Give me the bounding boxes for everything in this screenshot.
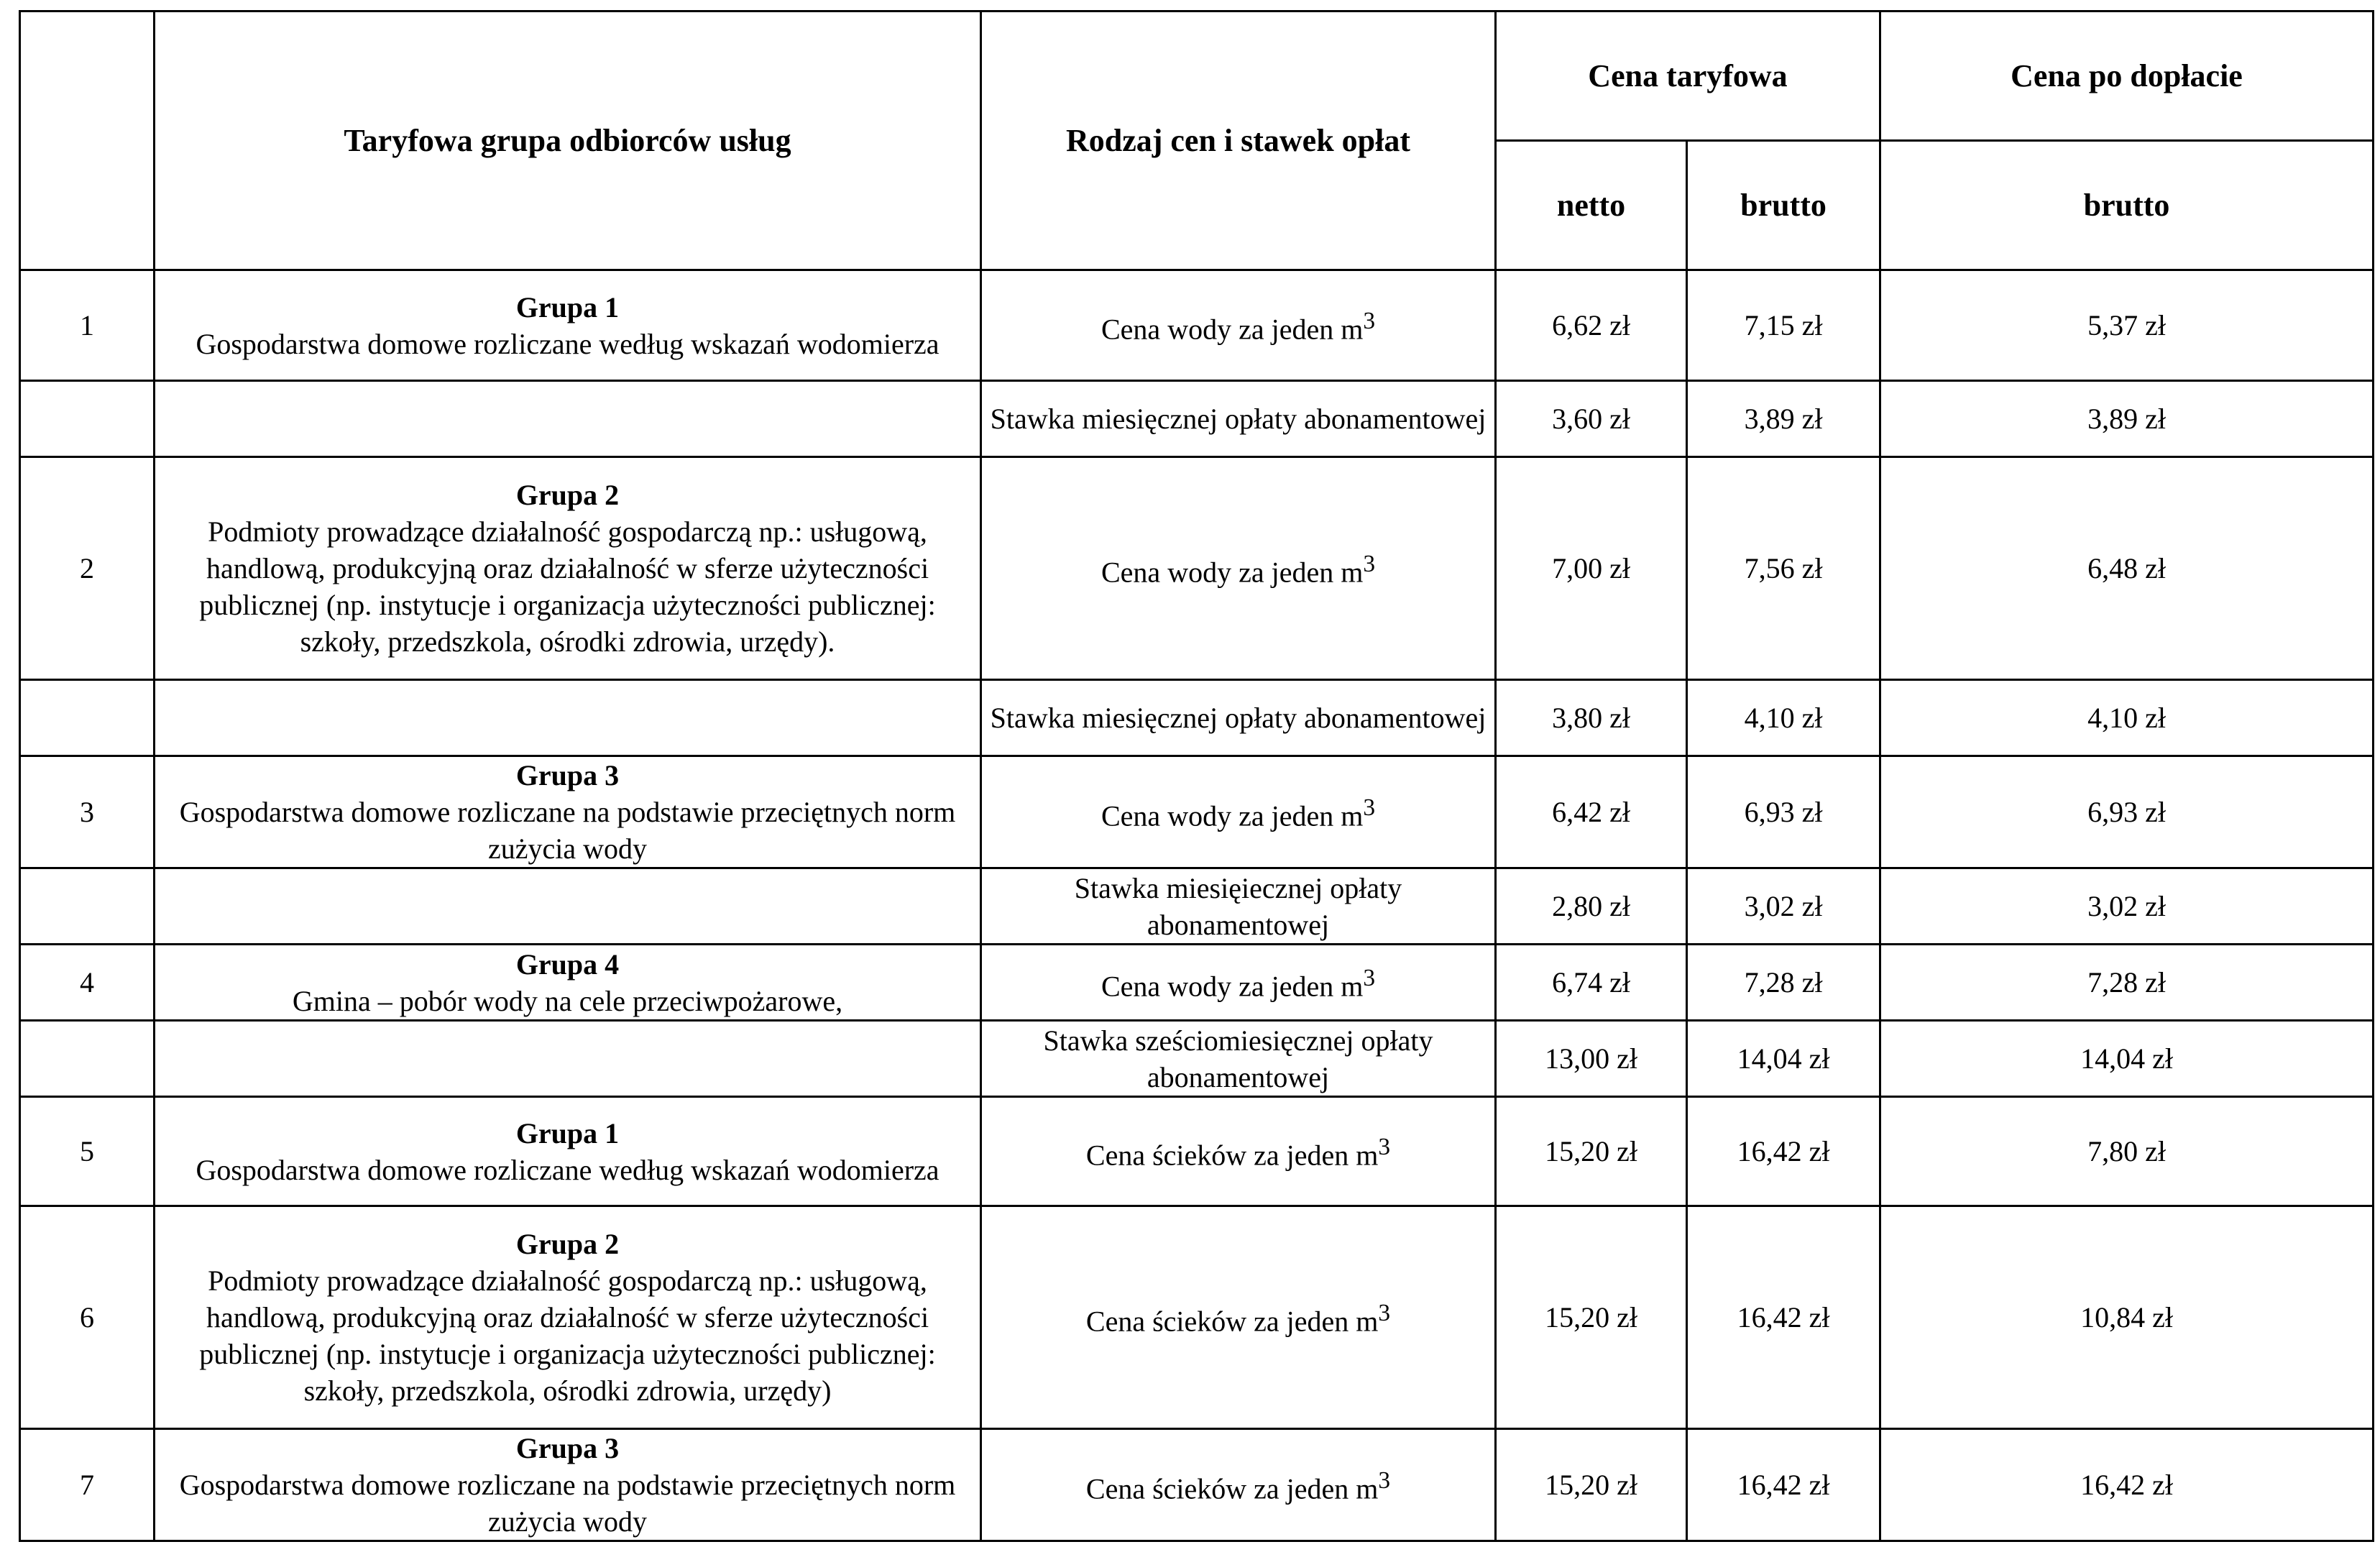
unit-superscript: 3 [1363,794,1375,822]
table-row [20,1206,2374,1429]
netto-price-cell: 15,20 zł [1496,1429,1687,1541]
table-row [20,945,2374,1021]
row-number [20,381,155,457]
subsidized-brutto-price-cell: 4,10 zł [1880,680,2374,756]
subsidized-brutto-price-cell: 10,84 zł [1880,1206,2374,1429]
price-type-cell [981,1021,1496,1097]
price-type-cell [981,457,1496,680]
price-type-cell [981,756,1496,868]
group-name: Grupa 4 [515,947,620,981]
table-row [20,1097,2374,1206]
group-name: Grupa 1 [515,1116,620,1149]
price-type-cell [981,868,1496,945]
row-number: 1 [20,270,155,381]
price-type-label: Cena ścieków za jeden m [1085,1305,1379,1338]
netto-price-cell: 6,62 zł [1496,270,1687,381]
row-number: 6 [20,1206,155,1429]
subsidized-brutto-price-cell: 3,02 zł [1880,868,2374,945]
row-number: 7 [20,1429,155,1541]
group-name: Grupa 2 [515,1228,620,1260]
group-cell [155,1021,981,1097]
price-type-label: Cena wody za jeden m [1101,556,1364,589]
brutto-price-cell: 16,42 zł [1687,1097,1880,1206]
group-cell [155,457,981,680]
unit-superscript: 3 [1378,1134,1391,1161]
brutto-price-cell: 7,28 zł [1687,945,1880,1021]
table-row [20,270,2374,381]
brutto-price-cell: 16,42 zł [1687,1206,1880,1429]
price-type-cell [981,270,1496,381]
subsidized-brutto-price-cell: 7,28 zł [1880,945,2374,1021]
price-type-cell [981,1206,1496,1429]
group-name: Grupa 3 [515,1432,620,1464]
group-name: Grupa 3 [515,759,620,791]
group-description: Gospodarstwa domowe rozliczane według wskazań wodomierza [196,327,939,360]
unit-superscript: 3 [1363,308,1375,335]
netto-price-cell: 2,80 zł [1496,868,1687,945]
netto-price-cell: 3,80 zł [1496,680,1687,756]
brutto-price-cell: 7,15 zł [1687,270,1880,381]
table-row [20,680,2374,756]
table-row [20,1429,2374,1541]
netto-price-cell: 7,00 zł [1496,457,1687,680]
unit-superscript: 3 [1378,1300,1391,1327]
group-description: Gospodarstwa domowe rozliczane na podstawie przeciętnych norm zużycia wody [179,796,956,865]
group-cell [155,270,981,381]
header-brutto: brutto [1687,141,1880,270]
header-lp [20,12,155,270]
row-number: 4 [20,945,155,1021]
group-cell [155,868,981,945]
brutto-price-cell: 14,04 zł [1687,1021,1880,1097]
unit-superscript: 3 [1378,1467,1391,1495]
price-type-cell [981,680,1496,756]
netto-price-cell: 15,20 zł [1496,1097,1687,1206]
unit-superscript: 3 [1363,551,1375,578]
price-type-label: Cena ścieków za jeden m [1085,1472,1379,1505]
price-type-label: Stawka miesięiecznej opłaty abonamentowej [1074,871,1402,941]
group-cell [155,1097,981,1206]
group-name: Grupa 2 [515,479,620,511]
group-description: Gospodarstwa domowe rozliczane na podstawie przeciętnych norm zużycia wody [179,1469,956,1538]
group-description: Gospodarstwa domowe rozliczane według wskazań wodomierza [196,1153,939,1186]
brutto-price-cell: 3,02 zł [1687,868,1880,945]
table-row [20,457,2374,680]
table-row [20,868,2374,945]
group-cell [155,680,981,756]
netto-price-cell: 6,74 zł [1496,945,1687,1021]
netto-price-cell: 13,00 zł [1496,1021,1687,1097]
row-number [20,680,155,756]
price-type-cell [981,945,1496,1021]
netto-price-cell: 6,42 zł [1496,756,1687,868]
subsidized-brutto-price-cell: 14,04 zł [1880,1021,2374,1097]
subsidized-brutto-price-cell: 5,37 zł [1880,270,2374,381]
brutto-price-cell: 6,93 zł [1687,756,1880,868]
price-type-label: Stawka miesięcznej opłaty abonamentowej [990,403,1487,435]
row-number [20,1021,155,1097]
row-number [20,868,155,945]
group-cell [155,1429,981,1541]
tariff-table [19,10,2374,1542]
brutto-price-cell: 7,56 zł [1687,457,1880,680]
table-row [20,381,2374,457]
row-number: 5 [20,1097,155,1206]
group-name: Grupa 1 [515,290,620,323]
group-cell [155,945,981,1021]
subsidized-brutto-price-cell: 7,80 zł [1880,1097,2374,1206]
group-cell [155,381,981,457]
group-description: Podmioty prowadzące działalność gospodarczą np.: usługową, handlową, produkcyjną oraz działalność w sferze użyteczności publicznej (np. instytucje i organizacja użyteczności publicznej: szkoły, przedszkola, ośrodki zdrowia, urzędy). [199,515,936,658]
brutto-price-cell: 16,42 zł [1687,1429,1880,1541]
price-type-label: Cena ścieków za jeden m [1085,1139,1379,1172]
header-netto: netto [1496,141,1687,270]
row-number: 2 [20,457,155,680]
header-price-after-subsidy: Cena po dopłacie [1880,12,2374,141]
subsidized-brutto-price-cell: 6,93 zł [1880,756,2374,868]
header-group-column: Taryfowa grupa odbiorców usług [155,12,981,270]
group-description: Podmioty prowadzące działalność gospodarczą np.: usługową, handlową, produkcyjną oraz działalność w sferze użyteczności publicznej (np. instytucje i organizacja użyteczności publicznej: szkoły, przedszkola, ośrodki zdrowia, urzędy) [199,1264,936,1407]
price-type-label: Cena wody za jeden m [1101,799,1364,832]
table-row [20,1021,2374,1097]
table-row [20,756,2374,868]
header-brutto-after-subsidy: brutto [1880,141,2374,270]
price-type-label: Stawka sześciomiesięcznej opłaty abonamentowej [1043,1024,1433,1093]
price-type-label: Cena wody za jeden m [1101,313,1364,346]
netto-price-cell: 15,20 zł [1496,1206,1687,1429]
group-cell [155,756,981,868]
price-type-cell [981,1097,1496,1206]
group-cell [155,1206,981,1429]
unit-superscript: 3 [1363,965,1375,992]
group-description: Gmina – pobór wody na cele przeciwpożarowe, [292,984,843,1017]
subsidized-brutto-price-cell: 16,42 zł [1880,1429,2374,1541]
brutto-price-cell: 4,10 zł [1687,680,1880,756]
price-type-cell [981,1429,1496,1541]
price-type-cell [981,381,1496,457]
netto-price-cell: 3,60 zł [1496,381,1687,457]
row-number: 3 [20,756,155,868]
brutto-price-cell: 3,89 zł [1687,381,1880,457]
header-type-column: Rodzaj cen i stawek opłat [981,12,1496,270]
price-type-label: Cena wody za jeden m [1101,970,1364,1003]
subsidized-brutto-price-cell: 6,48 zł [1880,457,2374,680]
header-row-top [20,12,2374,141]
table-body [20,270,2374,1541]
subsidized-brutto-price-cell: 3,89 zł [1880,381,2374,457]
header-tariff-price: Cena taryfowa [1496,12,1880,141]
price-type-label: Stawka miesięcznej opłaty abonamentowej [990,702,1487,734]
